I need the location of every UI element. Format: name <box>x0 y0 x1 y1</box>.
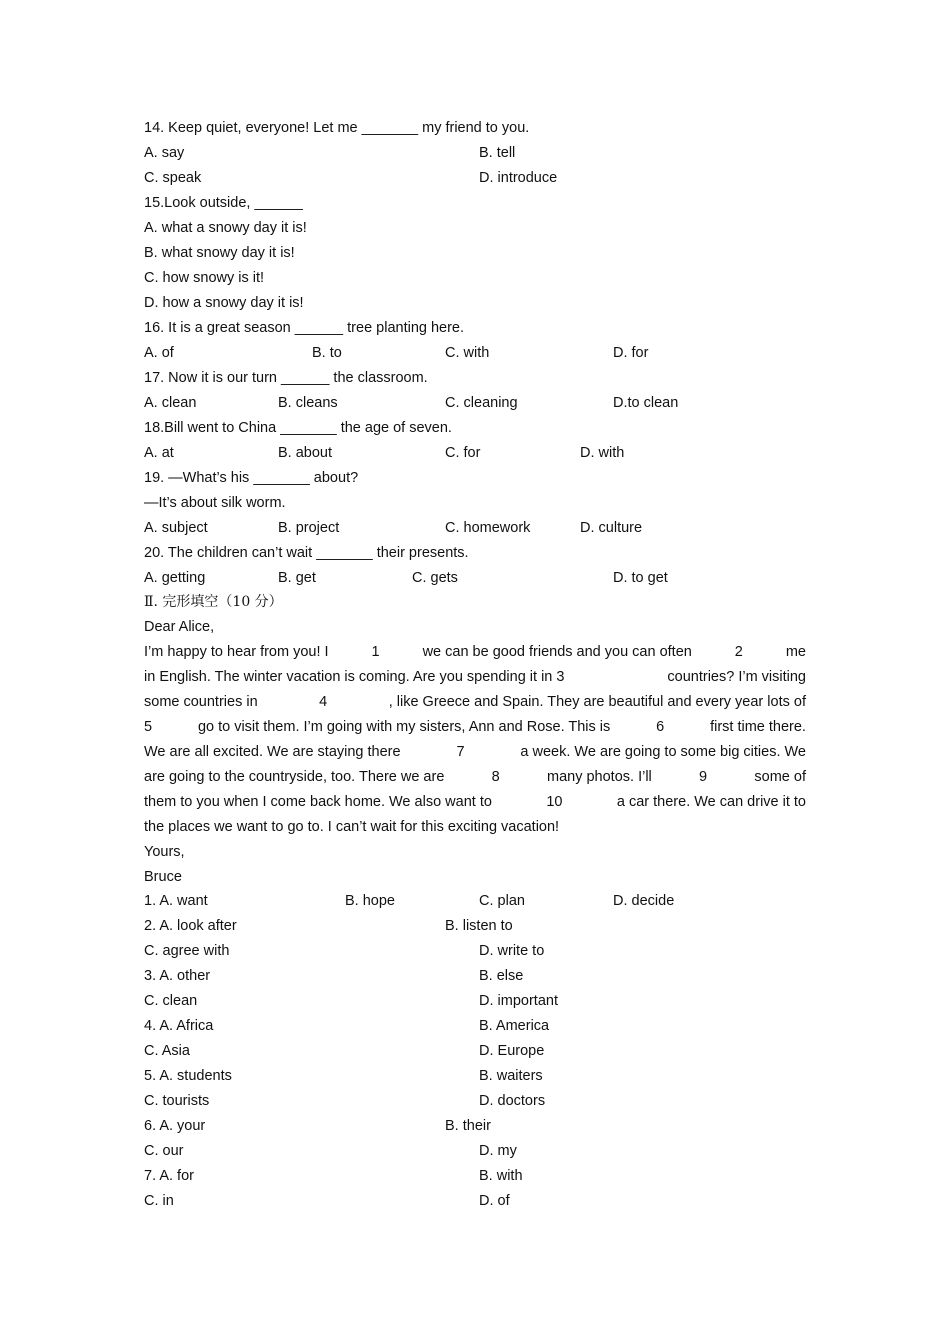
option-a: 2. A. look after <box>144 918 237 934</box>
section-heading: Ⅱ. 完形填空（10 分） <box>144 594 283 610</box>
option-b: B. listen to <box>445 918 513 934</box>
letter-line: are going to the countryside, too. There we are 8 many photos. I’ll 9 some of <box>144 765 806 789</box>
option-b: B. what snowy day it is! <box>144 245 295 261</box>
option-a: 6. A. your <box>144 1118 206 1134</box>
option-b: B. waiters <box>479 1068 543 1084</box>
blank-number: 10 <box>546 794 563 810</box>
option-d: D. decide <box>613 893 675 909</box>
option-a: 5. A. students <box>144 1068 232 1084</box>
blank-number: 2 <box>734 644 743 660</box>
blank-number: 5 <box>144 719 153 735</box>
option-c: C. our <box>144 1143 184 1159</box>
option-d: D. write to <box>479 943 545 959</box>
letter-line: I’m happy to hear from you! I 1 we can be good friends and you can often 2 me <box>144 640 806 664</box>
option-a: 4. A. Africa <box>144 1018 214 1034</box>
option-d: D. culture <box>580 520 643 536</box>
question-18-stem: 18.Bill went to China _______ the age of seven. <box>144 420 452 436</box>
letter-line: some countries in 4 , like Greece and Spain. They are beautiful and every year lots of <box>144 690 806 714</box>
option-b: B. about <box>278 445 333 461</box>
option-d: D. how a snowy day it is! <box>144 295 304 311</box>
option-c: C. with <box>445 345 490 361</box>
question-16-stem: 16. It is a great season ______ tree planting here. <box>144 320 465 336</box>
blank-number: 6 <box>656 719 665 735</box>
option-c: C. gets <box>412 570 458 586</box>
option-b: B. their <box>445 1118 491 1134</box>
blank-number: 1 <box>371 644 380 660</box>
option-b: B. America <box>479 1018 550 1034</box>
option-b: B. hope <box>345 893 395 909</box>
option-a: A. of <box>144 345 174 361</box>
option-d: D.to clean <box>613 395 679 411</box>
question-17-stem: 17. Now it is our turn ______ the classroom. <box>144 370 428 386</box>
option-c: C. agree with <box>144 943 230 959</box>
question-19-stem: 19. —What’s his _______ about? <box>144 470 359 486</box>
option-d: D. important <box>479 993 558 1009</box>
option-b: B. with <box>479 1168 523 1184</box>
option-a: 3. A. other <box>144 968 211 984</box>
option-c: C. in <box>144 1193 174 1209</box>
letter-line: We are all excited. We are staying there 7 a week. We are going to some big cities. We <box>144 740 806 764</box>
option-a: A. what a snowy day it is! <box>144 220 307 236</box>
option-c: C. speak <box>144 170 202 186</box>
letter-line: 5 go to visit them. I’m going with my sisters, Ann and Rose. This is 6 first time there. <box>144 715 806 739</box>
option-a: A. say <box>144 145 185 161</box>
option-a: A. subject <box>144 520 208 536</box>
option-a: A. at <box>144 445 174 461</box>
question-14-stem: 14. Keep quiet, everyone! Let me _______ my friend to you. <box>144 120 530 136</box>
option-c: C. Asia <box>144 1043 190 1059</box>
option-b: B. tell <box>479 145 516 161</box>
letter-greeting: Dear Alice, <box>144 619 215 635</box>
option-a: 1. A. want <box>144 893 208 909</box>
blank-number: 9 <box>699 769 708 785</box>
option-c: C. homework <box>445 520 531 536</box>
option-c: C. how snowy is it! <box>144 270 265 286</box>
option-b: B. project <box>278 520 340 536</box>
letter-signature: Bruce <box>144 869 182 885</box>
letter-closing: Yours, <box>144 844 185 860</box>
blank-number: 7 <box>456 744 465 760</box>
option-c: C. plan <box>479 893 525 909</box>
option-d: D. of <box>479 1193 510 1209</box>
option-b: B. else <box>479 968 524 984</box>
letter-line: the places we want to go to. I can’t wait for this exciting vacation! <box>144 819 560 835</box>
option-c: C. cleaning <box>445 395 518 411</box>
option-d: D. with <box>580 445 625 461</box>
question-20-stem: 20. The children can’t wait _______ their presents. <box>144 545 469 561</box>
option-c: C. clean <box>144 993 198 1009</box>
option-d: D. to get <box>613 570 668 586</box>
option-b: B. cleans <box>278 395 338 411</box>
option-b: B. to <box>312 345 342 361</box>
option-d: D. my <box>479 1143 517 1159</box>
option-a: A. clean <box>144 395 197 411</box>
question-19-stem-answer: —It’s about silk worm. <box>144 495 286 511</box>
option-d: D. introduce <box>479 170 558 186</box>
option-c: C. for <box>445 445 481 461</box>
letter-line: them to you when I come back home. We also want to 10 a car there. We can drive it to <box>144 790 806 814</box>
option-d: D. doctors <box>479 1093 546 1109</box>
question-15-stem: 15.Look outside, ______ <box>144 195 303 211</box>
blank-number: 8 <box>491 769 500 785</box>
option-c: C. tourists <box>144 1093 210 1109</box>
blank-number: 4 <box>319 694 328 710</box>
option-d: D. Europe <box>479 1043 545 1059</box>
option-b: B. get <box>278 570 316 586</box>
letter-line: in English. The winter vacation is coming. Are you spending it in 3 countries? I’m visiting <box>144 669 806 685</box>
option-a: A. getting <box>144 570 206 586</box>
option-d: D. for <box>613 345 649 361</box>
option-a: 7. A. for <box>144 1168 194 1184</box>
